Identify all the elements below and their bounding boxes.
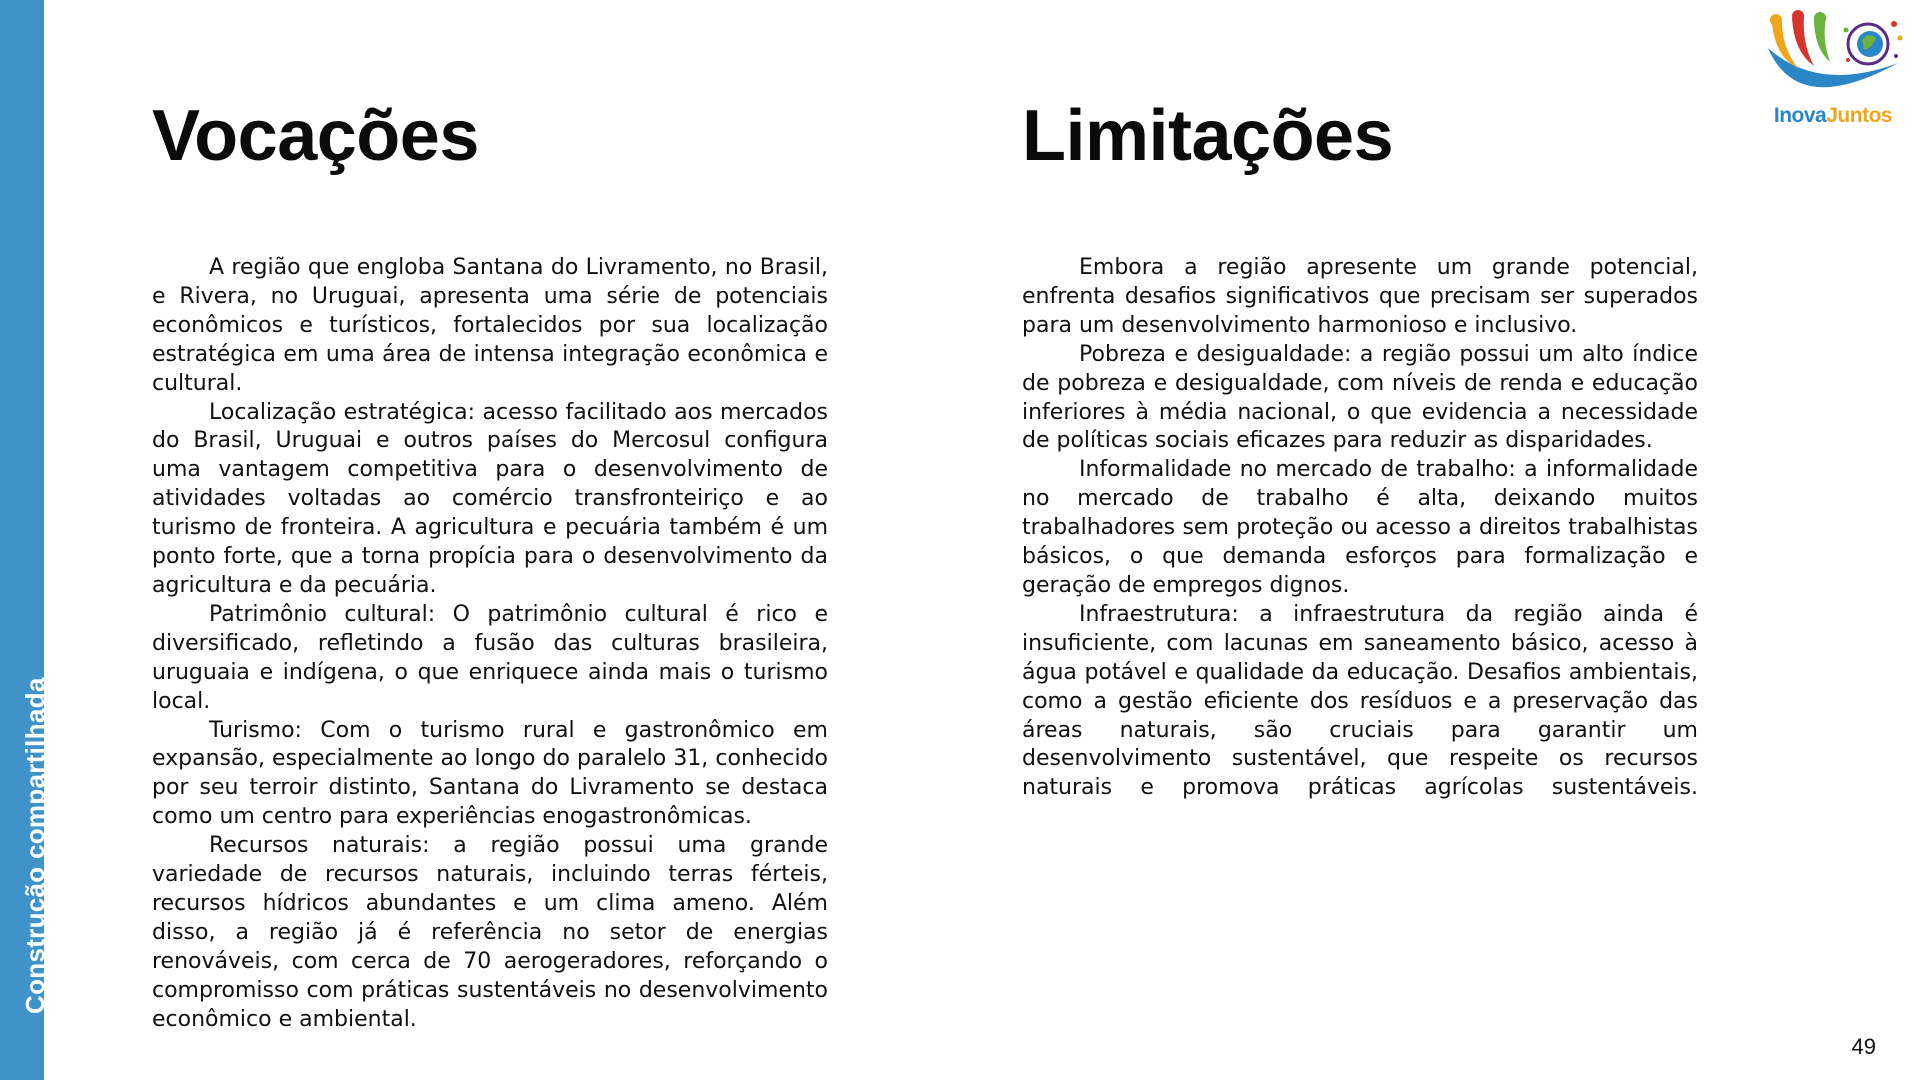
sidebar-label: Construção compartilhada: [20, 677, 50, 1014]
logo-word-inova: Inova: [1773, 104, 1827, 127]
vocacoes-paragraph-recursos: Recursos naturais: a região possui uma grande variedade de recursos naturais, incluindo terras férteis, recursos hídricos abundantes e um clima ameno. Além disso, a região já é referência no setor de energias renováveis, com cerca de 70 aerogeradores, reforçando o compromisso com práticas sustentáveis no desenvolvimento econômico e ambiental.: [152, 833, 828, 1032]
limitacoes-paragraph-informalidade: Informalidade no mercado de trabalho: a informalidade no mercado de trabalho é alta, deixando muitos trabalhadores sem proteção ou acesso a direitos trabalhistas básicos, o que demanda esforços para formalização e geração de empregos dignos.: [1022, 457, 1698, 598]
vocacoes-paragraph-patrimonio: Patrimônio cultural: O patrimônio cultural é rico e diversificado, refletindo a fusão das culturas brasileira, uruguaia e indígena, o que enriquece ainda mais o turismo local.: [152, 601, 828, 714]
vocacoes-title: Vocações: [152, 96, 479, 176]
sidebar-band: [0, 0, 50, 1080]
logo-word-juntos: Juntos: [1826, 104, 1893, 127]
limitacoes-text-column: [1022, 254, 1698, 803]
vocacoes-paragraph-localizacao: Localização estratégica: acesso facilitado aos mercados do Brasil, Uruguai e outros países do Mercosul configura uma vantagem competitiva para o desenvolvimento de atividades voltadas ao comércio transfronteiriço e ao turismo de fronteira. A agricultura e pecuária também é um ponto forte, que a torna propícia para o desenvolvimento da agricultura e da pecuária.: [152, 399, 828, 598]
limitacoes-paragraph-intro: Embora a região apresente um grande potencial, enfrenta desafios significativos que precisam ser superados para um desenvolvimento harmonioso e inclusivo.: [1022, 255, 1698, 338]
logo-graphic-icon: [1758, 8, 1908, 108]
inovajuntos-logo: [1758, 8, 1908, 138]
limitacoes-paragraph-infraestrutura: Infraestrutura: a infraestrutura da região ainda é insuficiente, com lacunas em saneamento básico, acesso à água potável e qualidade da educação. Desafios ambientais, como a gestão eficiente dos resíduos e a preservação das áreas naturais, são cruciais para garantir um desenvolvimento sustentável, que respeite os recursos naturais e promova práticas agrícolas sustentáveis.: [1022, 601, 1698, 801]
page-number: 49: [1851, 1034, 1876, 1059]
vocacoes-text-column: [152, 254, 828, 1034]
limitacoes-paragraph-pobreza: Pobreza e desigualdade: a região possui um alto índice de pobreza e desigualdade, com níveis de renda e educação inferiores à média nacional, o que evidencia a necessidade de políticas sociais eficazes para reduzir as disparidades.: [1022, 341, 1698, 454]
vocacoes-paragraph-intro: A região que engloba Santana do Livramento, no Brasil, e Rivera, no Uruguai, apresenta uma série de potenciais econômicos e turísticos, fortalecidos por sua localização estratégica em uma área de intensa integração econômica e cultural.: [152, 255, 828, 396]
vocacoes-paragraph-turismo: Turismo: Com o turismo rural e gastronômico em expansão, especialmente ao longo do paralelo 31, conhecido por seu terroir distinto, Santana do Livramento se destaca como um centro para experiências enogastronômicas.: [152, 717, 828, 830]
limitacoes-title: Limitações: [1022, 96, 1394, 176]
logo-wordmark: [1758, 104, 1908, 128]
